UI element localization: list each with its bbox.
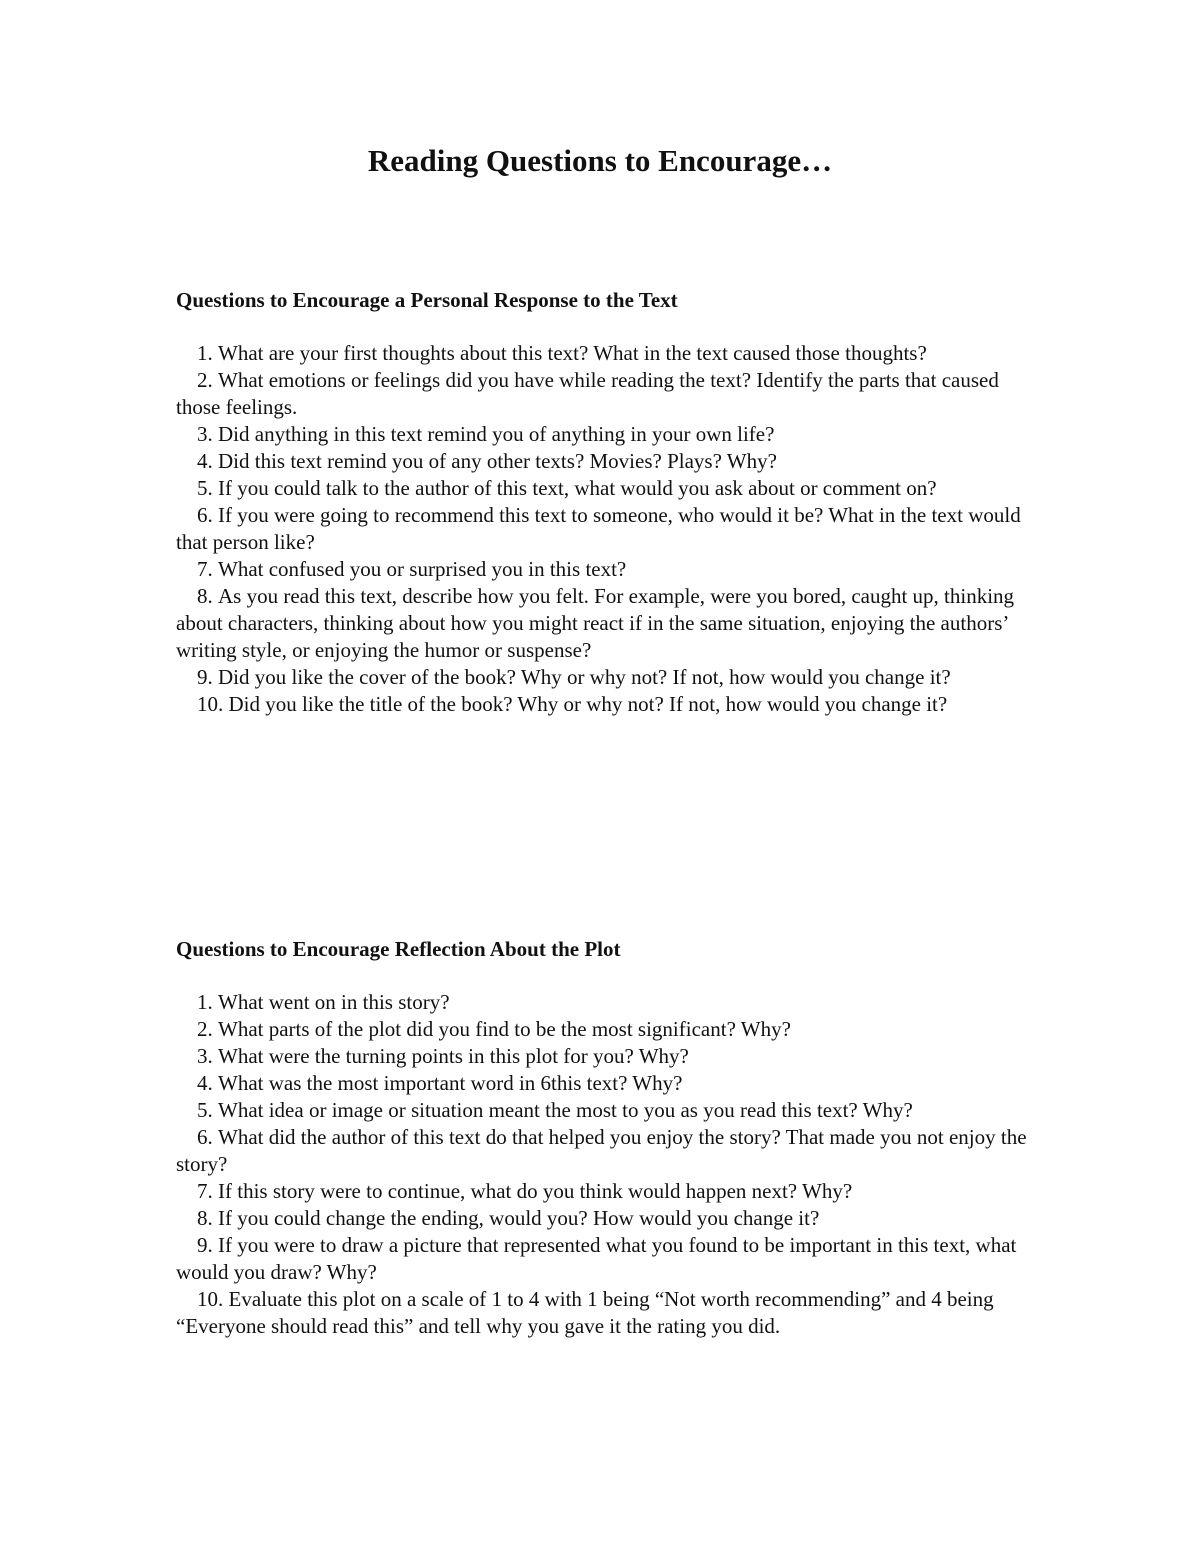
- question-number: 5.: [197, 476, 213, 500]
- question-item: [176, 1178, 1036, 1205]
- question-text: If you were to draw a picture that represented what you found to be important in this text, what would you draw? Why?: [176, 1233, 1017, 1284]
- question-number: 1.: [197, 990, 213, 1014]
- question-item: [176, 475, 1036, 502]
- question-item: [176, 340, 1036, 367]
- question-text: Did you like the title of the book? Why or why not? If not, how would you change it?: [228, 692, 948, 716]
- question-item: [176, 1124, 1036, 1178]
- question-text: What confused you or surprised you in this text?: [218, 557, 627, 581]
- question-text: Did you like the cover of the book? Why or why not? If not, how would you change it?: [218, 665, 951, 689]
- question-item: [176, 1097, 1036, 1124]
- document-title: Reading Questions to Encourage…: [367, 143, 833, 178]
- question-number: 10.: [197, 692, 224, 716]
- question-text: If you were going to recommend this text to someone, who would it be? What in the text would that person like?: [176, 503, 1021, 554]
- question-text: Did this text remind you of any other texts? Movies? Plays? Why?: [218, 449, 777, 473]
- question-item: [176, 664, 1036, 691]
- question-number: 3.: [197, 1044, 213, 1068]
- question-list: [176, 989, 1036, 1340]
- question-number: 9.: [197, 665, 213, 689]
- question-number: 4.: [197, 1071, 213, 1095]
- question-number: 6.: [197, 1125, 213, 1149]
- question-item: [176, 1205, 1036, 1232]
- question-number: 9.: [197, 1233, 213, 1257]
- question-item: [176, 448, 1036, 475]
- question-text: Did anything in this text remind you of anything in your own life?: [218, 422, 775, 446]
- question-item: [176, 1232, 1036, 1286]
- section-heading: Questions to Encourage a Personal Response to the Text: [176, 288, 678, 312]
- question-number: 5.: [197, 1098, 213, 1122]
- question-number: 8.: [197, 584, 213, 608]
- question-number: 7.: [197, 557, 213, 581]
- question-item: [176, 1070, 1036, 1097]
- question-text: What went on in this story?: [218, 990, 450, 1014]
- question-item: [176, 583, 1036, 664]
- question-number: 7.: [197, 1179, 213, 1203]
- question-text: What are your first thoughts about this text? What in the text caused those thoughts?: [218, 341, 927, 365]
- question-number: 3.: [197, 422, 213, 446]
- question-text: If you could talk to the author of this text, what would you ask about or comment on?: [218, 476, 937, 500]
- question-item: [176, 502, 1036, 556]
- section-plot-reflection: [176, 936, 1036, 1340]
- question-number: 4.: [197, 449, 213, 473]
- question-text: What was the most important word in 6this text? Why?: [218, 1071, 683, 1095]
- question-text: As you read this text, describe how you felt. For example, were you bored, caught up, thinking about characters, thinking about how you might react if in the same situation, enjoying the authors’ writing style, or enjoying the humor or suspense?: [176, 584, 1015, 662]
- question-text: What idea or image or situation meant the most to you as you read this text? Why?: [218, 1098, 913, 1122]
- question-text: What emotions or feelings did you have while reading the text? Identify the parts that caused those feelings.: [176, 368, 999, 419]
- section-heading: Questions to Encourage Reflection About the Plot: [176, 937, 621, 961]
- question-text: If you could change the ending, would you? How would you change it?: [218, 1206, 820, 1230]
- question-text: What did the author of this text do that helped you enjoy the story? That made you not enjoy the story?: [176, 1125, 1027, 1176]
- section-personal-response: [176, 287, 1036, 718]
- question-number: 8.: [197, 1206, 213, 1230]
- question-item: [176, 367, 1036, 421]
- question-text: Evaluate this plot on a scale of 1 to 4 with 1 being “Not worth recommending” and 4 being “Everyone should read this” and tell why you gave it the rating you did.: [176, 1287, 994, 1338]
- question-item: [176, 1286, 1036, 1340]
- question-item: [176, 1016, 1036, 1043]
- question-text: What were the turning points in this plot for you? Why?: [218, 1044, 689, 1068]
- question-text: What parts of the plot did you find to be the most significant? Why?: [218, 1017, 791, 1041]
- question-text: If this story were to continue, what do you think would happen next? Why?: [218, 1179, 853, 1203]
- question-number: 1.: [197, 341, 213, 365]
- question-number: 6.: [197, 503, 213, 527]
- question-item: [176, 421, 1036, 448]
- question-item: [176, 989, 1036, 1016]
- question-number: 2.: [197, 368, 213, 392]
- question-item: [176, 691, 1036, 718]
- question-number: 10.: [197, 1287, 224, 1311]
- question-item: [176, 556, 1036, 583]
- question-list: [176, 340, 1036, 718]
- question-item: [176, 1043, 1036, 1070]
- question-number: 2.: [197, 1017, 213, 1041]
